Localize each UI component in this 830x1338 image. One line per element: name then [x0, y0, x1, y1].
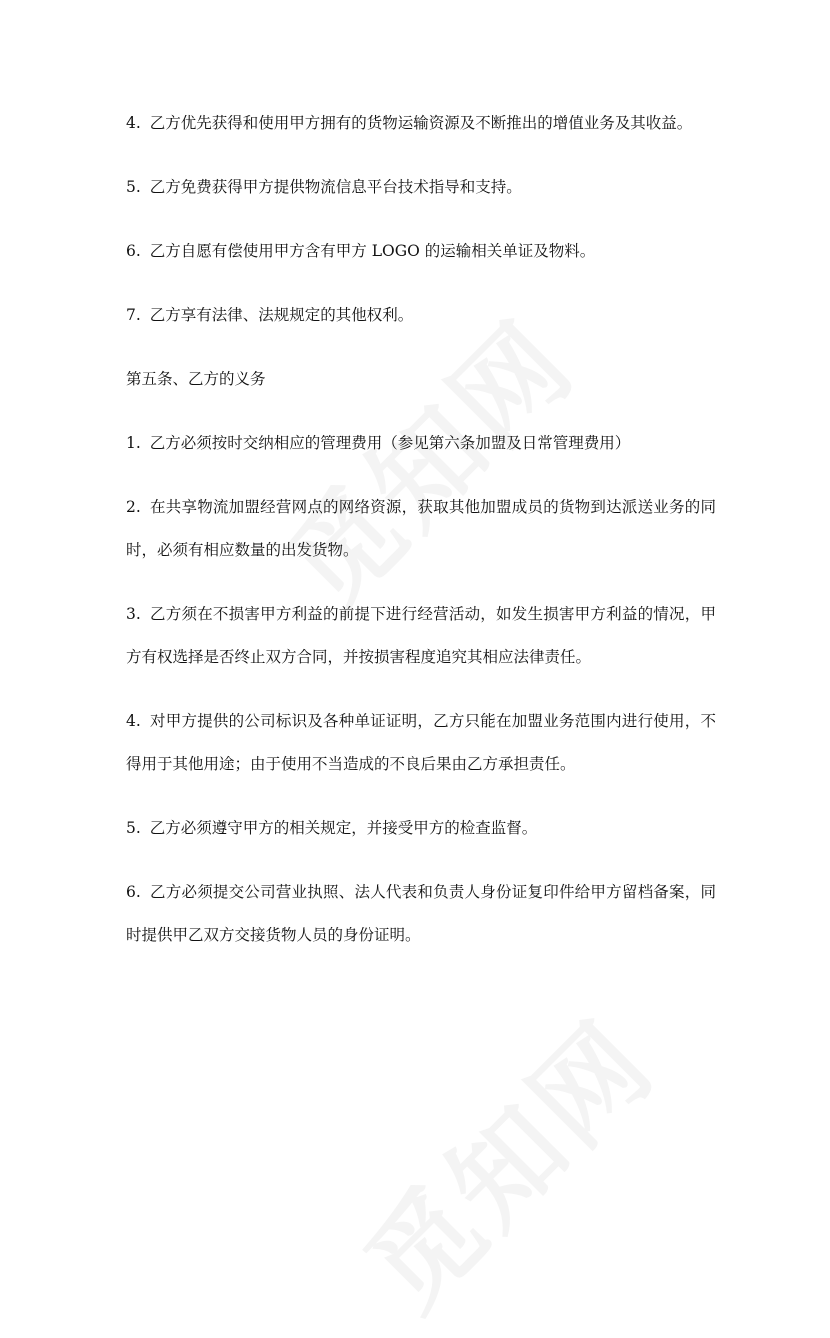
item-number: 3.	[126, 605, 141, 623]
paragraph-text: 对甲方提供的公司标识及各种单证证明，乙方只能在加盟业务范围内进行使用，不得用于其他用途；由于使用不当造成的不良后果由乙方承担责任。	[126, 712, 716, 773]
item-number: 2.	[126, 498, 141, 516]
paragraph-duty-5	[126, 807, 716, 850]
item-number: 6.	[126, 883, 141, 901]
item-number: 1.	[126, 434, 141, 452]
item-number: 5.	[126, 178, 141, 196]
item-number: 5.	[126, 819, 141, 837]
watermark	[325, 980, 683, 1338]
section-heading	[126, 358, 716, 401]
paragraph-text: 在共享物流加盟经营网点的网络资源，获取其他加盟成员的货物到达派送业务的同时，必须有相应数量的出发货物。	[126, 498, 716, 559]
paragraph-duty-3	[126, 593, 716, 679]
paragraph-text: 乙方优先获得和使用甲方拥有的货物运输资源及不断推出的增值业务及其收益。	[149, 114, 693, 132]
paragraph-text: 乙方必须遵守甲方的相关规定，并接受甲方的检查监督。	[149, 819, 538, 837]
paragraph-text: 乙方必须提交公司营业执照、法人代表和负责人身份证复印件给甲方留档备案，同时提供甲乙双方交接货物人员的身份证明。	[126, 883, 716, 944]
paragraph-text: 乙方自愿有偿使用甲方含有甲方 LOGO 的运输相关单证及物料。	[149, 242, 596, 260]
paragraph-duty-1	[126, 422, 716, 465]
paragraph-text: 乙方须在不损害甲方利益的前提下进行经营活动，如发生损害甲方利益的情况，甲方有权选择是否终止双方合同，并按损害程度追究其相应法律责任。	[126, 605, 716, 666]
document-body	[126, 102, 716, 978]
paragraph-right-4	[126, 102, 716, 145]
paragraph-duty-2	[126, 486, 716, 572]
paragraph-right-6	[126, 230, 716, 273]
paragraph-text: 乙方必须按时交纳相应的管理费用（参见第六条加盟及日常管理费用）	[149, 434, 631, 452]
paragraph-text: 乙方免费获得甲方提供物流信息平台技术指导和支持。	[149, 178, 522, 196]
paragraph-right-5	[126, 166, 716, 209]
item-number: 4.	[126, 712, 141, 730]
paragraph-duty-6	[126, 871, 716, 957]
item-number: 6.	[126, 242, 141, 260]
item-number: 4.	[126, 114, 141, 132]
section-heading-text: 第五条、乙方的义务	[126, 370, 266, 388]
paragraph-text: 乙方享有法律、法规规定的其他权利。	[149, 306, 414, 324]
item-number: 7.	[126, 306, 141, 324]
paragraph-right-7	[126, 294, 716, 337]
paragraph-duty-4	[126, 700, 716, 786]
